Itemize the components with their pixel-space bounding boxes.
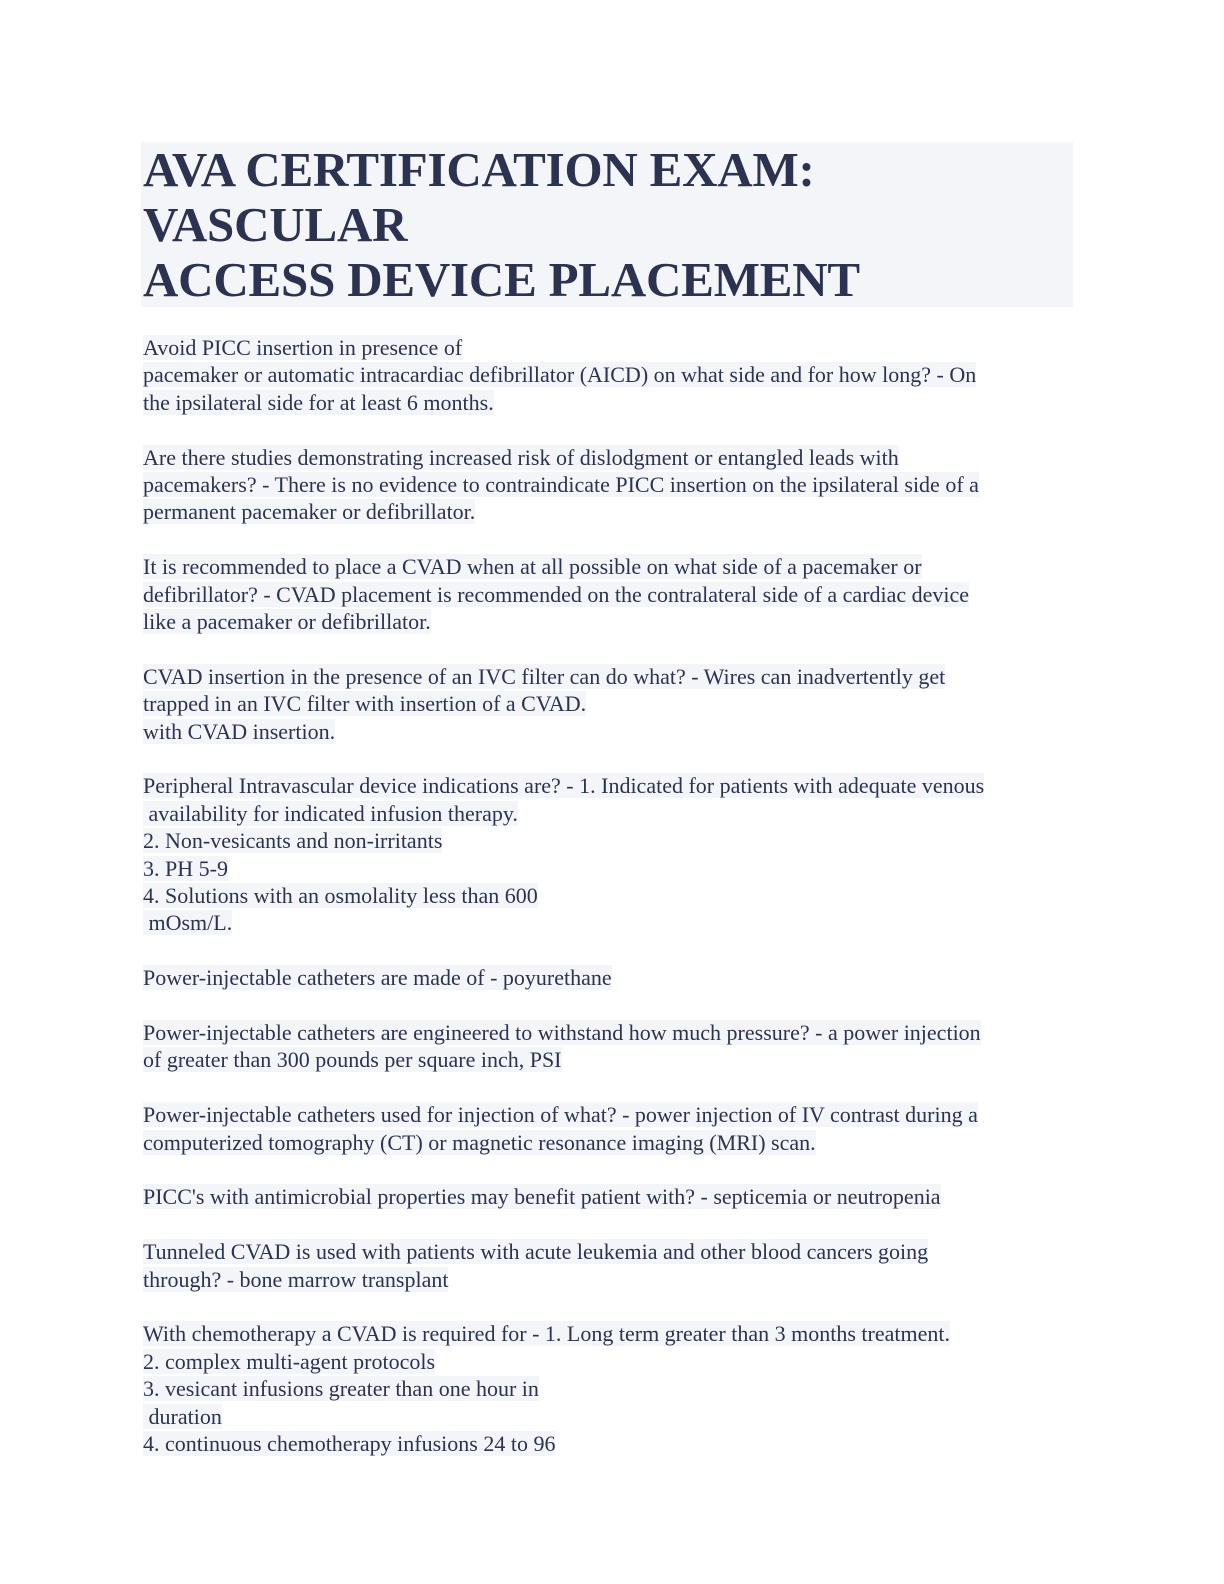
block-spacer xyxy=(143,635,1083,662)
qa-line xyxy=(143,1348,1083,1375)
qa-block xyxy=(143,1101,1083,1156)
qa-line xyxy=(143,964,1083,991)
qa-line xyxy=(143,1266,1083,1293)
qa-block xyxy=(143,1320,1083,1457)
page-title xyxy=(143,142,1067,307)
qa-line xyxy=(143,882,1083,909)
qa-line-text: permanent pacemaker or defibrillator. xyxy=(143,499,476,525)
qa-line-text: 4. continuous chemotherapy infusions 24 to 96 xyxy=(143,1431,556,1457)
block-spacer xyxy=(143,416,1083,443)
block-spacer xyxy=(143,937,1083,964)
qa-line-text: 4. Solutions with an osmolality less than 600 xyxy=(143,883,538,909)
qa-line xyxy=(143,1403,1083,1430)
qa-line xyxy=(143,471,1083,498)
qa-line xyxy=(143,1129,1083,1156)
qa-line xyxy=(143,444,1083,471)
qa-line-text: 2. complex multi-agent protocols xyxy=(143,1348,436,1374)
qa-line-text: the ipsilateral side for at least 6 months. xyxy=(143,389,494,415)
qa-line xyxy=(143,1430,1083,1457)
qa-line-text: Peripheral Intravascular device indications are? - 1. Indicated for patients with adequate venous xyxy=(143,773,985,799)
title-line: AVA CERTIFICATION EXAM: VASCULAR xyxy=(143,142,815,252)
qa-line xyxy=(143,1019,1083,1046)
qa-line-text: availability for indicated infusion therapy. xyxy=(143,800,518,826)
qa-line xyxy=(143,361,1083,388)
qa-line xyxy=(143,718,1083,745)
qa-block xyxy=(143,663,1083,745)
qa-block xyxy=(143,1238,1083,1293)
block-spacer xyxy=(143,1293,1083,1320)
qa-line-text: duration xyxy=(143,1403,222,1429)
qa-line-text: Are there studies demonstrating increased risk of dislodgment or entangled leads with xyxy=(143,444,899,470)
qa-line-text: Tunneled CVAD is used with patients with acute leukemia and other blood cancers going xyxy=(143,1239,929,1265)
qa-line-text: of greater than 300 pounds per square inch, PSI xyxy=(143,1047,562,1073)
qa-block xyxy=(143,964,1083,991)
qa-block xyxy=(143,444,1083,526)
qa-line xyxy=(143,1320,1083,1347)
qa-line-text: Power-injectable catheters are engineered to withstand how much pressure? - a power injection xyxy=(143,1020,981,1046)
qa-line-text: defibrillator? - CVAD placement is recommended on the contralateral side of a cardiac device xyxy=(143,581,970,607)
qa-line-text: computerized tomography (CT) or magnetic resonance imaging (MRI) scan. xyxy=(143,1129,816,1155)
block-spacer xyxy=(143,992,1083,1019)
qa-block xyxy=(143,1183,1083,1210)
qa-line-text: It is recommended to place a CVAD when at all possible on what side of a pacemaker or xyxy=(143,554,922,580)
qa-line-text: Power-injectable catheters used for injection of what? - power injection of IV contrast during a xyxy=(143,1102,978,1128)
qa-block xyxy=(143,1019,1083,1074)
qa-line xyxy=(143,663,1083,690)
title-box xyxy=(141,142,1073,307)
qa-line xyxy=(143,1046,1083,1073)
qa-line-text: pacemakers? - There is no evidence to contraindicate PICC insertion on the ipsilateral side of a xyxy=(143,472,979,498)
qa-line-text: with CVAD insertion. xyxy=(143,718,336,744)
qa-block xyxy=(143,772,1083,936)
qa-block xyxy=(143,553,1083,635)
qa-line xyxy=(143,855,1083,882)
qa-line-text: through? - bone marrow transplant xyxy=(143,1266,449,1292)
qa-line-text: PICC's with antimicrobial properties may benefit patient with? - septicemia or neutropenia xyxy=(143,1184,941,1210)
qa-line xyxy=(143,498,1083,525)
qa-line xyxy=(143,772,1083,799)
qa-line-text: CVAD insertion in the presence of an IVC filter can do what? - Wires can inadvertently get xyxy=(143,663,946,689)
block-spacer xyxy=(143,526,1083,553)
qa-line-text: mOsm/L. xyxy=(143,910,233,936)
qa-line-text: pacemaker or automatic intracardiac defibrillator (AICD) on what side and for how long? - On xyxy=(143,362,977,388)
qa-line-text: like a pacemaker or defibrillator. xyxy=(143,609,431,635)
qa-line-text: 3. vesicant infusions greater than one hour in xyxy=(143,1376,539,1402)
qa-line xyxy=(143,1375,1083,1402)
block-spacer xyxy=(143,1074,1083,1101)
block-spacer xyxy=(143,1156,1083,1183)
qa-line-text: trapped in an IVC filter with insertion of a CVAD. xyxy=(143,691,587,717)
title-line: ACCESS DEVICE PLACEMENT xyxy=(143,252,860,307)
qa-line-text: 3. PH 5-9 xyxy=(143,855,228,881)
block-spacer xyxy=(143,1211,1083,1238)
qa-line xyxy=(143,827,1083,854)
qa-line-text: Power-injectable catheters are made of - poyurethane xyxy=(143,965,612,991)
qa-line xyxy=(143,1101,1083,1128)
qa-line-text: With chemotherapy a CVAD is required for - 1. Long term greater than 3 months treatment. xyxy=(143,1321,950,1347)
document-page xyxy=(143,142,1083,1458)
qa-line xyxy=(143,389,1083,416)
qa-block xyxy=(143,334,1083,416)
qa-line-text: 2. Non-vesicants and non-irritants xyxy=(143,828,443,854)
qa-line xyxy=(143,909,1083,936)
qa-line xyxy=(143,1183,1083,1210)
qa-line-text: Avoid PICC insertion in presence of xyxy=(143,335,463,360)
qa-list xyxy=(143,334,1083,1458)
block-spacer xyxy=(143,745,1083,772)
qa-line xyxy=(143,581,1083,608)
qa-line xyxy=(143,690,1083,717)
qa-line xyxy=(143,553,1083,580)
qa-line xyxy=(143,800,1083,827)
qa-line xyxy=(143,608,1083,635)
qa-line xyxy=(143,334,1083,361)
qa-line xyxy=(143,1238,1083,1265)
